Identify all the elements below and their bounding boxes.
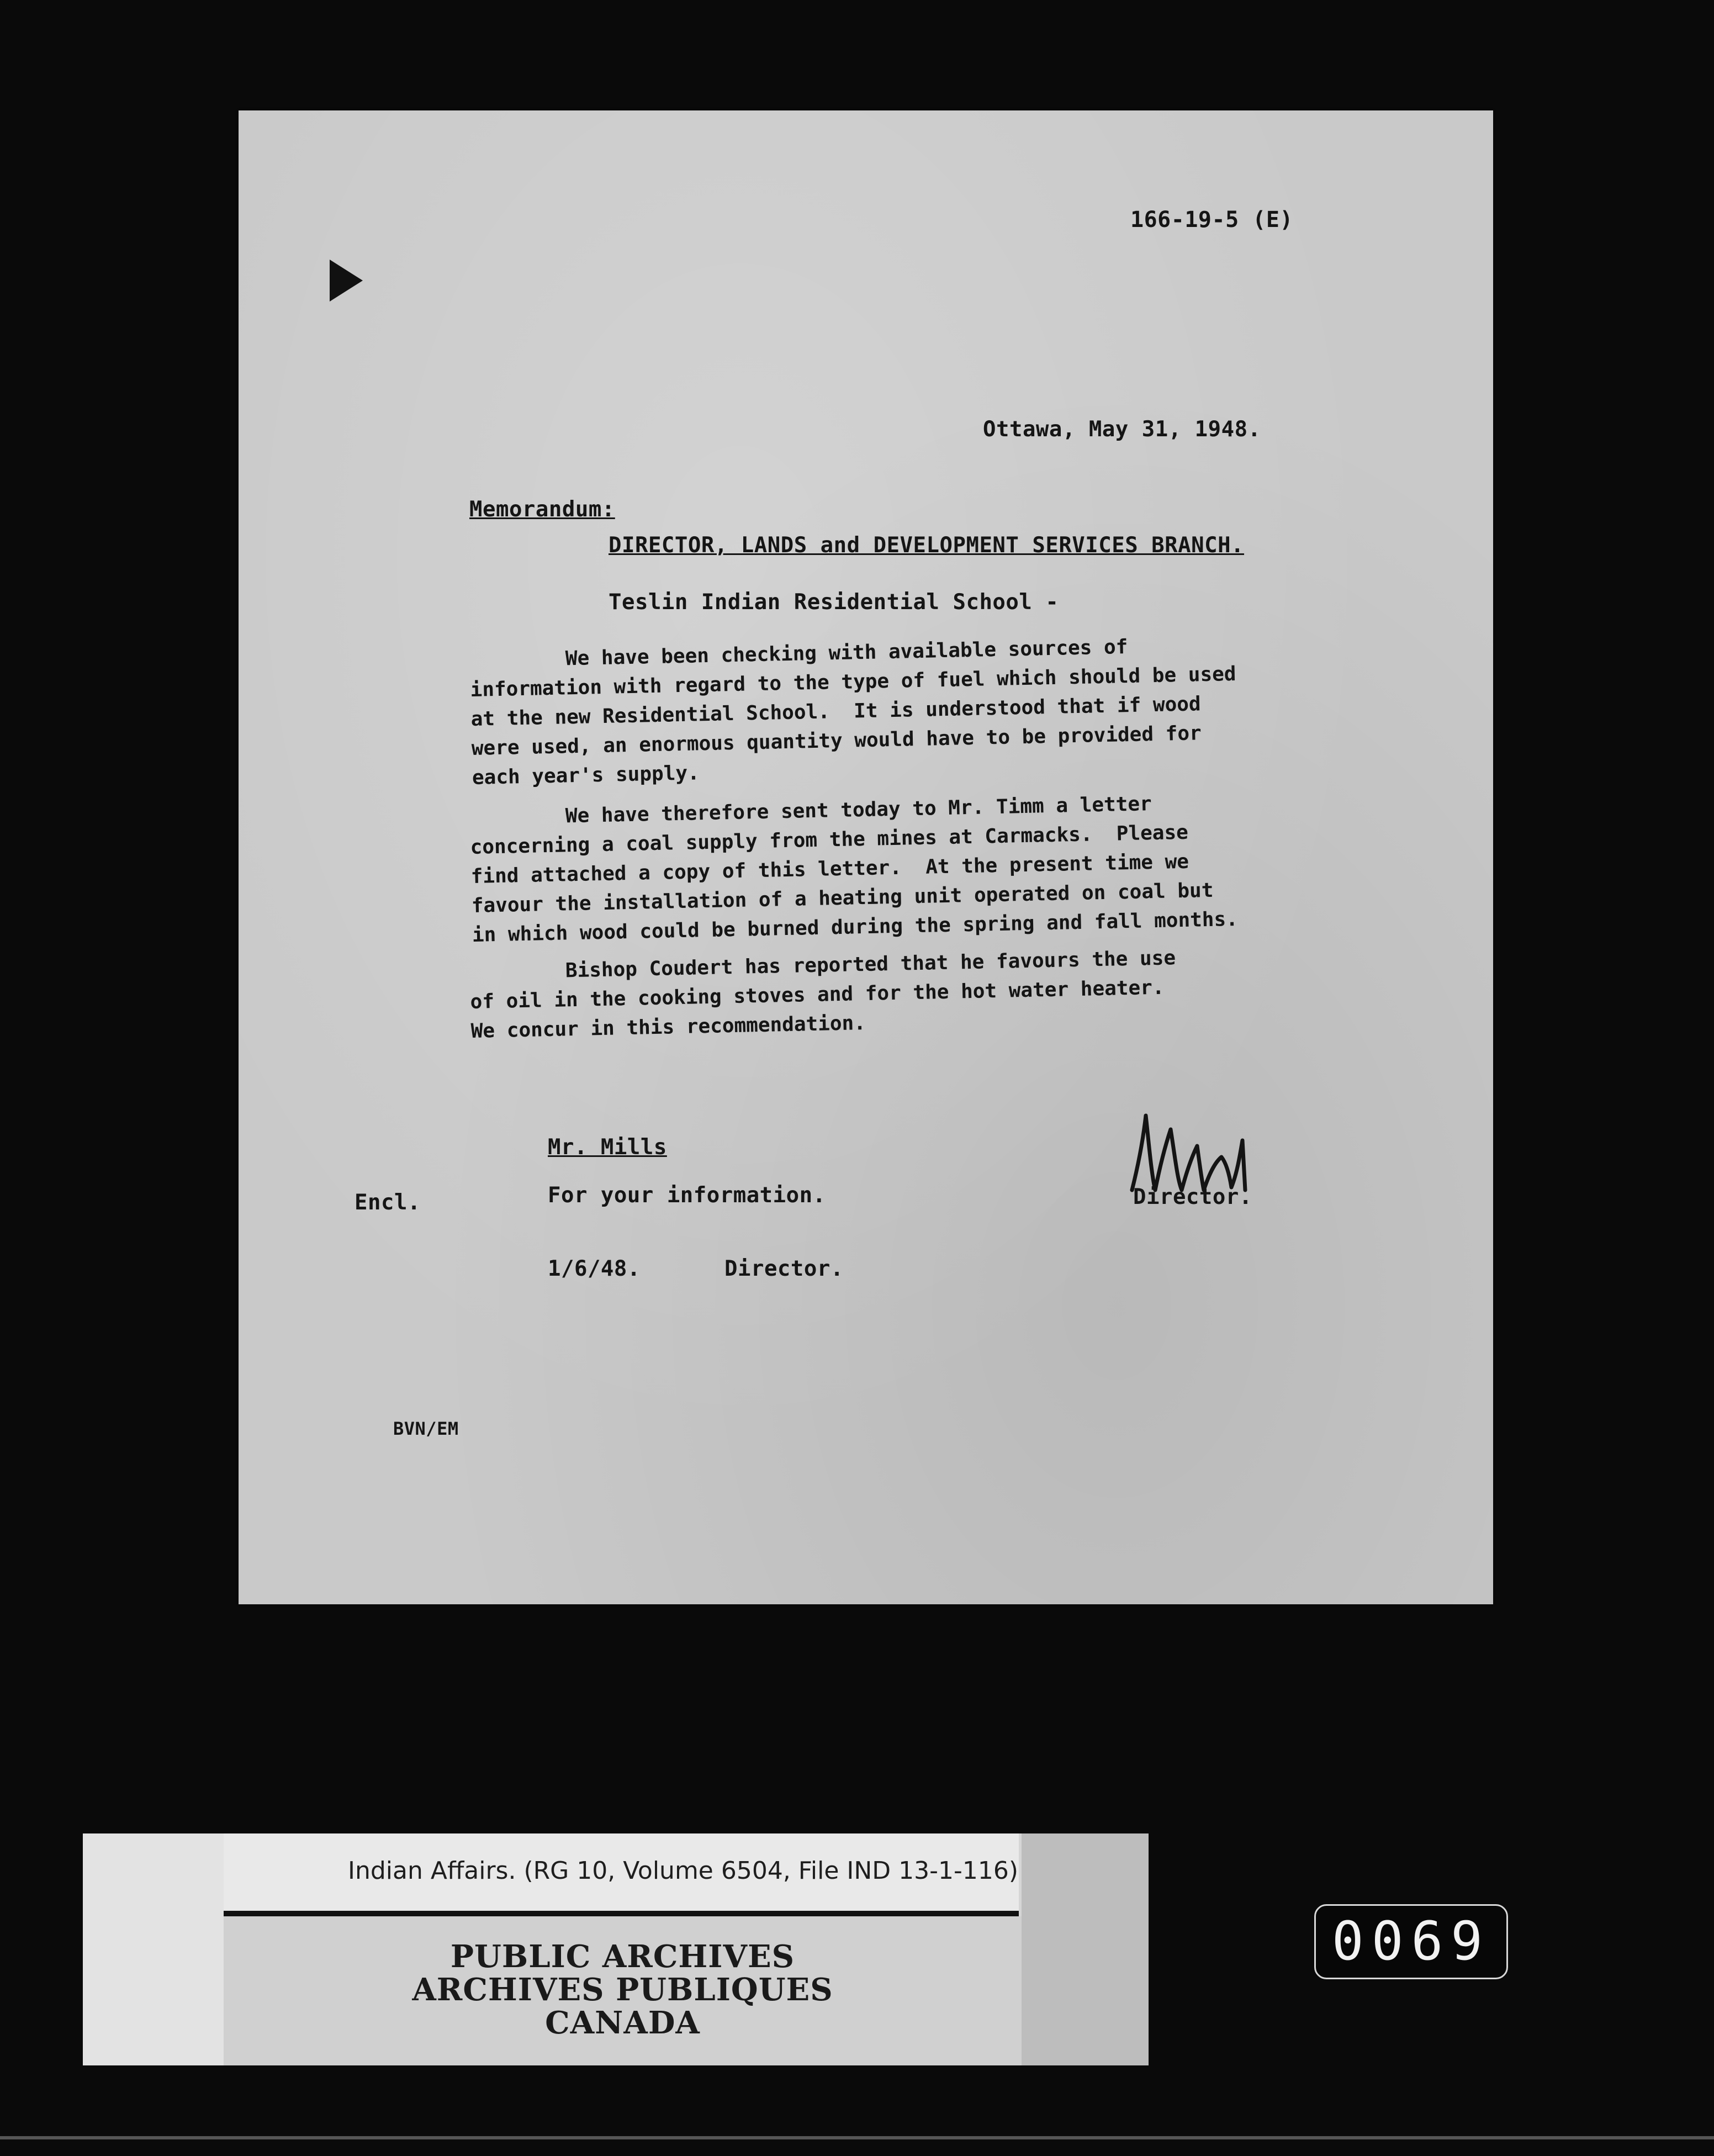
enclosure-note: Encl. xyxy=(355,1190,421,1215)
routing-recipient: Mr. Mills xyxy=(548,1135,667,1160)
memo-sheet xyxy=(239,110,1493,1604)
archive-country: CANADA xyxy=(545,2005,700,2041)
frame-number: 0069 xyxy=(1331,1910,1491,1972)
memo-label: Memorandum: xyxy=(469,497,615,522)
body-paragraph-3: Bishop Coudert has reported that he favours the use of oil in the cooking stoves and for the hot water heater. We concur in this recommendation. xyxy=(469,947,1176,1043)
label-left-band xyxy=(83,1833,228,2065)
routing-note: For your information. xyxy=(548,1183,826,1208)
routing-signoff: Director. xyxy=(724,1256,844,1281)
label-archive-block xyxy=(224,1916,1022,2065)
label-citation-strip xyxy=(224,1833,1019,1916)
file-number: 166-19-5 (E) xyxy=(1130,207,1293,232)
frame-counter xyxy=(1314,1904,1508,1979)
routing-date: 1/6/48. xyxy=(548,1256,641,1281)
label-right-band xyxy=(1022,1833,1149,2065)
signature-title: Director. xyxy=(1133,1185,1252,1209)
body-paragraph-1: We have been checking with available sources of information with regard to the type of fuel which should be used at the new Residential School. It is understood that if wood were used, an enormous quantity would have to be provided for each year's supply. xyxy=(469,636,1236,789)
film-bottom-edge xyxy=(0,2136,1714,2139)
addressee: DIRECTOR, LANDS and DEVELOPMENT SERVICES BRANCH. xyxy=(609,533,1245,558)
body-paragraph-2: We have therefore sent today to Mr. Timm a letter concerning a coal supply from the mines at Carmacks. Please find attached a copy of this letter. At the present time we favour the installation of a heating unit operated on coal but in which wood could be burned during the spring and fall months. xyxy=(469,792,1239,947)
archive-label xyxy=(83,1833,1149,2065)
punch-hole-mark xyxy=(330,260,363,302)
subject-line: Teslin Indian Residential School - xyxy=(609,590,1059,615)
archive-citation: Indian Affairs. (RG 10, Volume 6504, File IND 13-1-116) xyxy=(348,1857,1019,1885)
archive-name-english: PUBLIC ARCHIVES xyxy=(450,1938,795,1975)
date-line: Ottawa, May 31, 1948. xyxy=(983,417,1261,442)
handwritten-signature xyxy=(1126,1107,1253,1201)
archive-name-french: ARCHIVES PUBLIQUES xyxy=(412,1972,833,2008)
typist-initials: BVN/EM xyxy=(393,1418,459,1439)
